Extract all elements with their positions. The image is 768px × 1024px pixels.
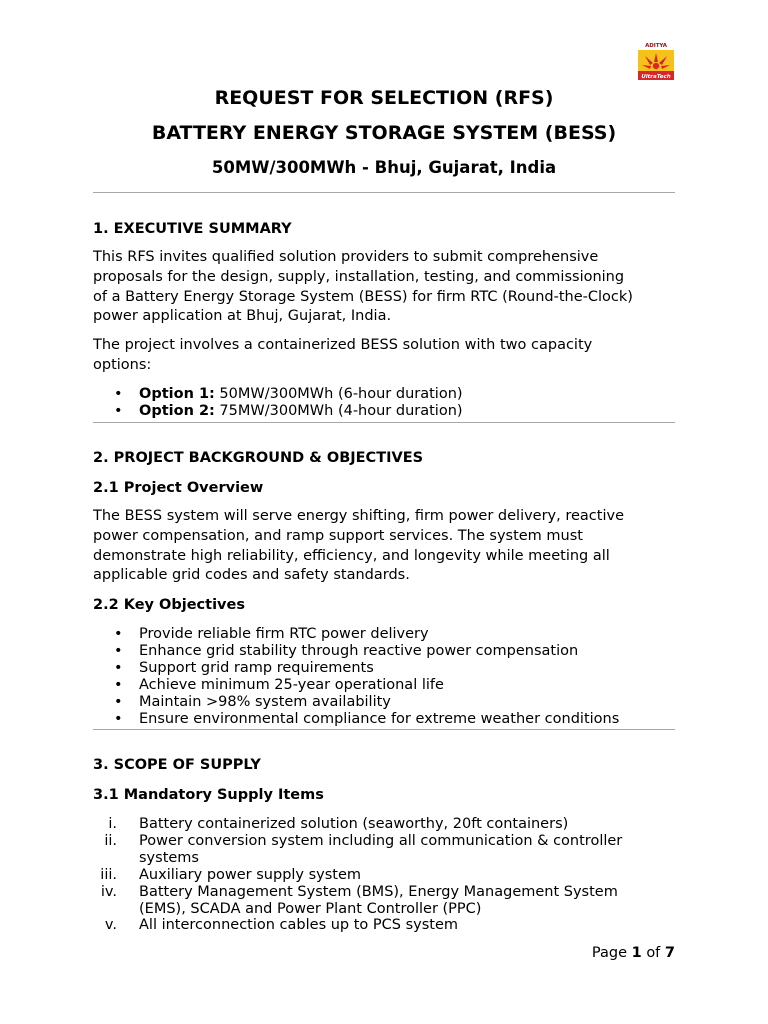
list-item: • Maintain >98% system availability bbox=[114, 693, 391, 710]
key-objectives-list bbox=[93, 626, 675, 727]
divider bbox=[93, 422, 675, 423]
text-line: demonstrate high reliability, efficiency, and longevity while meeting all bbox=[93, 547, 610, 564]
text-line: power application at Bhuj, Gujarat, India. bbox=[93, 308, 392, 325]
total-pages: 7 bbox=[664, 945, 675, 961]
list-item: • Option 1: 50MW/300MWh (6-hour duration) bbox=[114, 386, 463, 402]
mandatory-supply-list bbox=[93, 816, 675, 934]
item-number: ii. bbox=[104, 832, 117, 849]
list-item: • Provide reliable firm RTC power delivery bbox=[114, 626, 429, 642]
logo-sub-text: UltraTech bbox=[641, 74, 671, 80]
item-number: v. bbox=[104, 917, 117, 934]
logo-mark-icon bbox=[638, 50, 674, 80]
text-line: This RFS invites qualified solution providers to submit comprehensive bbox=[93, 249, 599, 265]
project-overview-paragraph bbox=[93, 507, 675, 586]
executive-summary-paragraph bbox=[93, 248, 675, 327]
page-number bbox=[592, 944, 675, 962]
option-text: 50MW/300MWh (6-hour duration) bbox=[214, 386, 463, 402]
objective-text: Achieve minimum 25-year operational life bbox=[139, 676, 444, 693]
list-item bbox=[93, 917, 675, 934]
option-label: Option 2: bbox=[139, 402, 215, 419]
text-line: applicable grid codes and safety standards. bbox=[93, 567, 410, 584]
section-2-heading: 2. PROJECT BACKGROUND & OBJECTIVES bbox=[93, 450, 424, 466]
item-text: Battery Management System (BMS), Energy Management System bbox=[139, 883, 618, 900]
of-word: of bbox=[646, 945, 661, 961]
list-item: • Enhance grid stability through reactive power compensation bbox=[114, 642, 579, 659]
document-title: REQUEST FOR SELECTION (RFS) bbox=[214, 87, 554, 109]
logo-brand-text: ADITYA bbox=[645, 43, 667, 49]
text-line: The project involves a containerized BESS solution with two capacity bbox=[93, 337, 593, 353]
page-word: Page bbox=[591, 945, 627, 961]
subsection-2-2-heading: 2.2 Key Objectives bbox=[93, 597, 245, 613]
text-line: of a Battery Energy Storage System (BESS) for firm RTC (Round-the-Clock) bbox=[93, 288, 633, 305]
objective-text: Ensure environmental compliance for extreme weather conditions bbox=[139, 710, 620, 727]
list-item: • Ensure environmental compliance for extreme weather conditions bbox=[114, 710, 620, 727]
list-item bbox=[93, 833, 675, 867]
current-page: 1 bbox=[631, 945, 642, 961]
text-line: options: bbox=[93, 356, 152, 373]
item-text: Auxiliary power supply system bbox=[139, 866, 362, 883]
project-location: 50MW/300MWh - Bhuj, Gujarat, India bbox=[211, 158, 557, 177]
section-3-heading: 3. SCOPE OF SUPPLY bbox=[93, 757, 261, 773]
option-text: 75MW/300MWh (4-hour duration) bbox=[214, 402, 463, 419]
list-item: • Option 2: 75MW/300MWh (4-hour duration) bbox=[114, 402, 463, 419]
list-item bbox=[93, 816, 675, 833]
item-text: systems bbox=[139, 849, 199, 866]
item-number: iv. bbox=[100, 883, 117, 900]
company-logo bbox=[637, 43, 675, 80]
section-1-heading: 1. EXECUTIVE SUMMARY bbox=[93, 221, 292, 237]
subsection-3-1-heading: 3.1 Mandatory Supply Items bbox=[93, 787, 324, 803]
objective-text: Support grid ramp requirements bbox=[139, 659, 374, 676]
item-text: (EMS), SCADA and Power Plant Controller (PPC) bbox=[139, 900, 482, 917]
objective-text: Maintain >98% system availability bbox=[139, 693, 391, 710]
list-item: • Support grid ramp requirements bbox=[114, 659, 374, 676]
objective-text: Provide reliable firm RTC power delivery bbox=[139, 626, 429, 642]
capacity-options-list bbox=[93, 386, 675, 420]
list-item bbox=[93, 867, 675, 884]
item-text: All interconnection cables up to PCS system bbox=[139, 917, 458, 934]
option-label: Option 1: bbox=[139, 386, 215, 402]
capacity-paragraph bbox=[93, 336, 675, 376]
text-line: power compensation, and ramp support services. The system must bbox=[93, 527, 583, 544]
objective-text: Enhance grid stability through reactive power compensation bbox=[139, 642, 579, 659]
text-line: proposals for the design, supply, installation, testing, and commissioning bbox=[93, 268, 625, 285]
text-line: The BESS system will serve energy shifting, firm power delivery, reactive bbox=[93, 508, 624, 524]
divider bbox=[93, 192, 675, 193]
item-text: Power conversion system including all communication & controller bbox=[139, 832, 623, 849]
divider bbox=[93, 729, 675, 730]
document-subtitle: BATTERY ENERGY STORAGE SYSTEM (BESS) bbox=[151, 122, 617, 144]
subsection-2-1-heading: 2.1 Project Overview bbox=[93, 480, 264, 496]
item-text: Battery containerized solution (seaworthy, 20ft containers) bbox=[139, 816, 569, 832]
list-item bbox=[93, 884, 675, 918]
item-number: iii. bbox=[100, 866, 117, 883]
item-number: i. bbox=[108, 816, 117, 832]
list-item: • Achieve minimum 25-year operational life bbox=[114, 676, 444, 693]
